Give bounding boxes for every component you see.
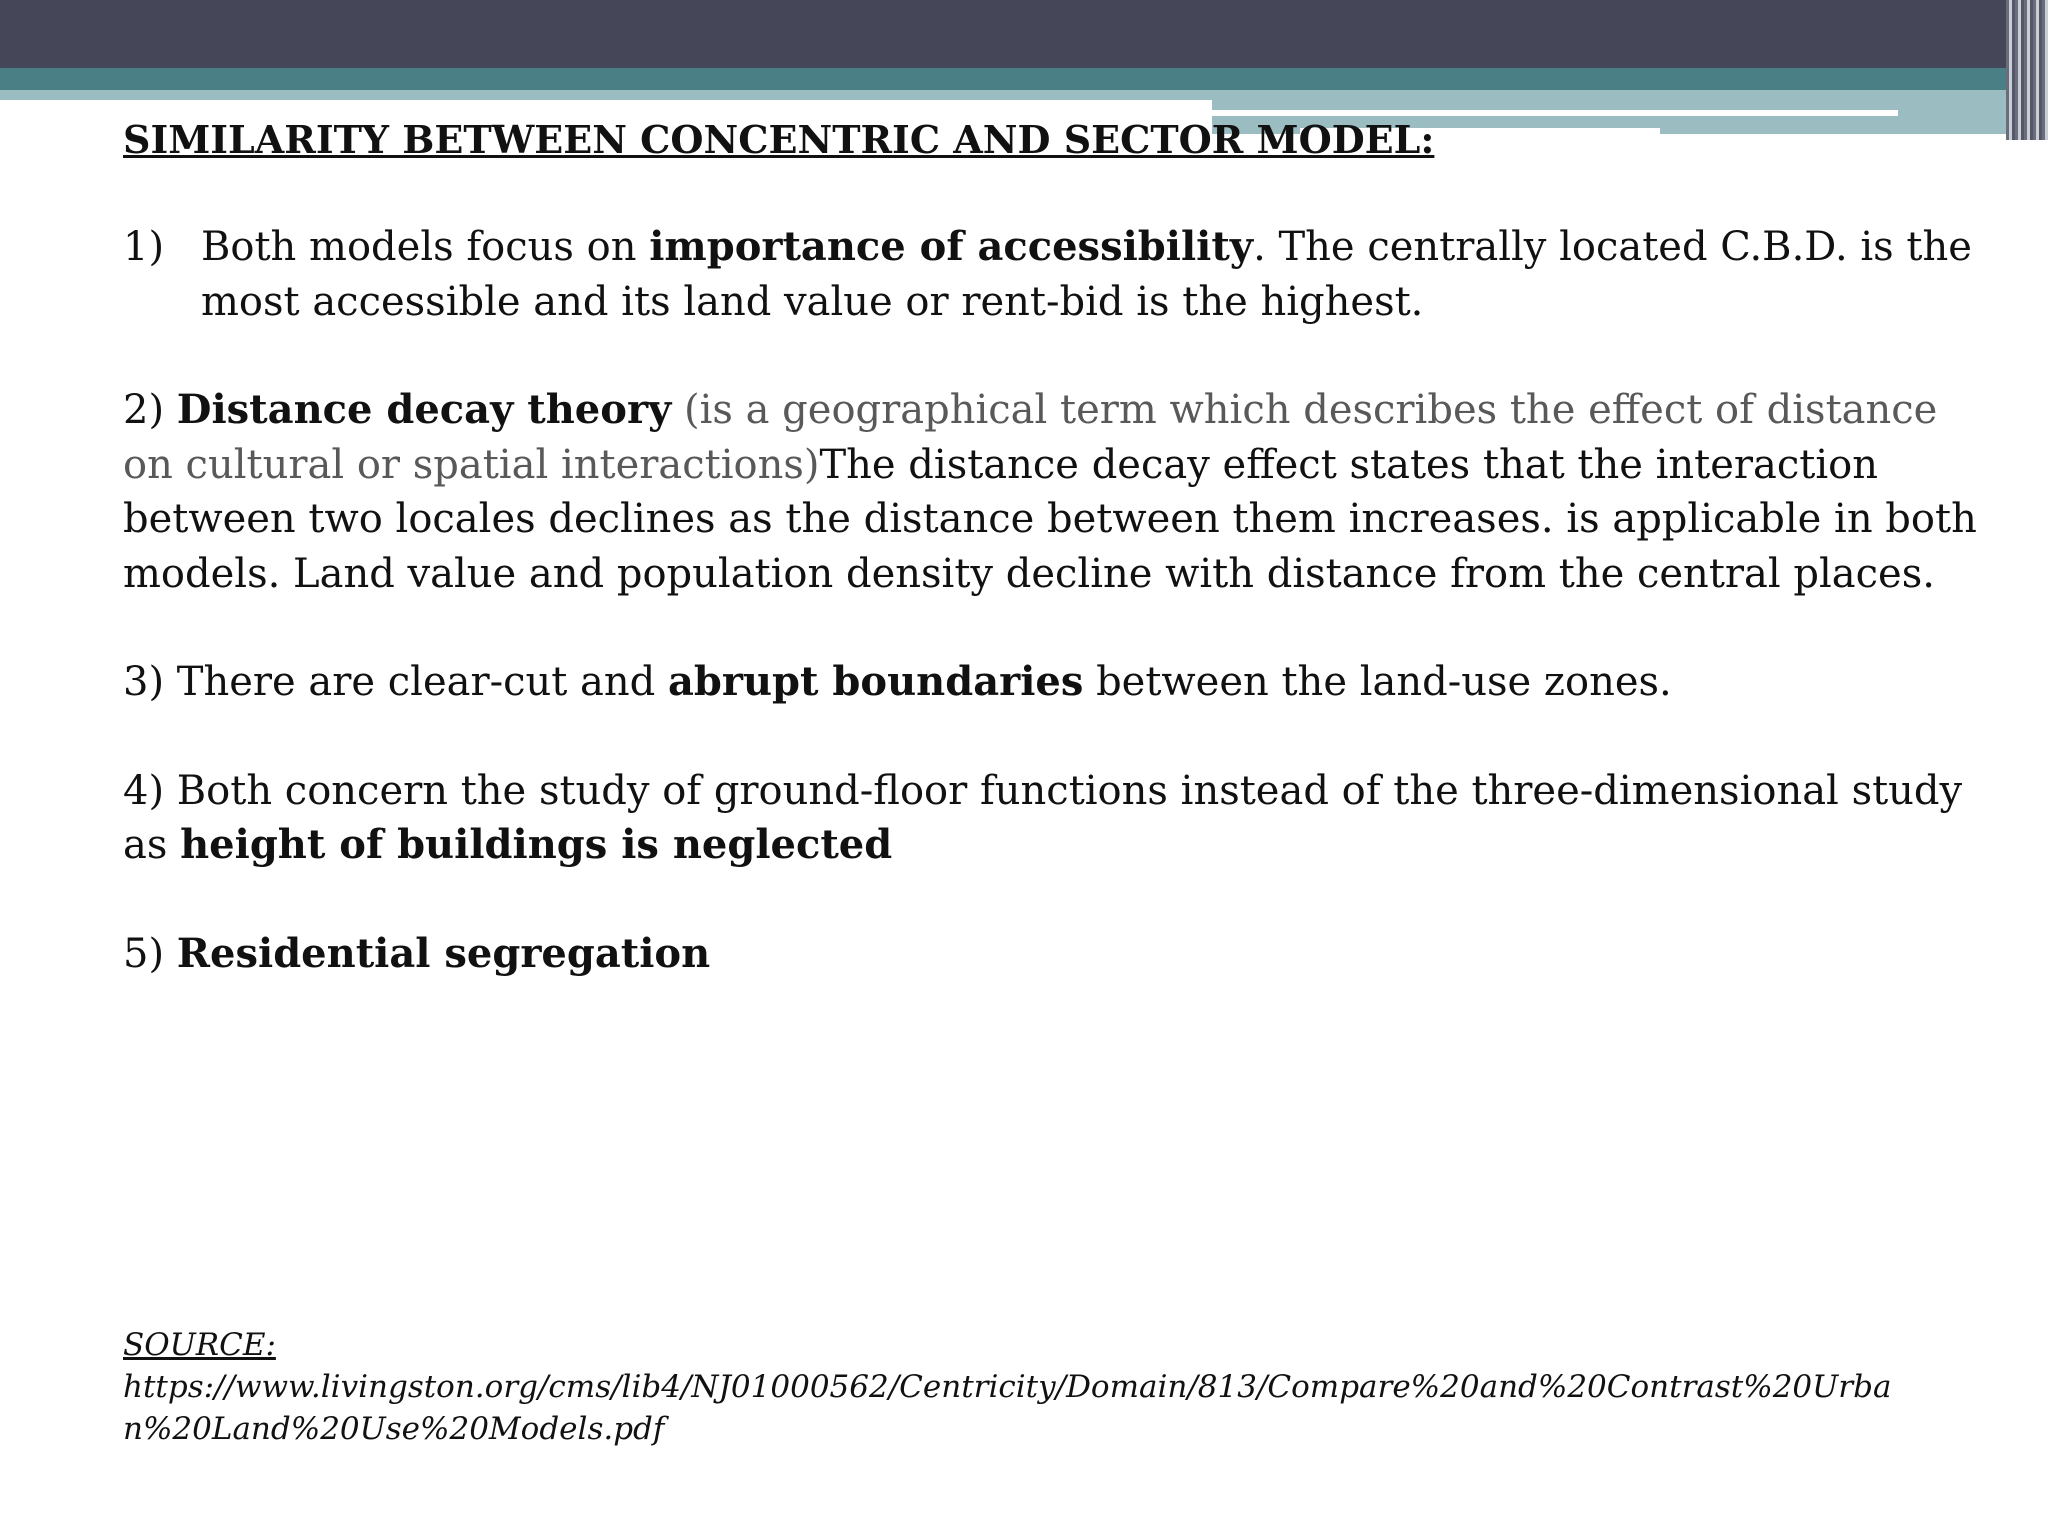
point-2-post: The distance decay effect states that the interaction between two locales declines as the distance between them increases. is applicable in both models. Land value and population density decline with distance from the central places. — [123, 441, 1977, 597]
point-5-bold: Residential segregation — [176, 929, 711, 977]
source-citation — [123, 1324, 1983, 1450]
source-url[interactable]: https://www.livingston.org/cms/lib4/NJ01000562/Centricity/Domain/813/Compare%20and%20Contrast%20Urban%20Land%20Use%20Models.pdf — [123, 1369, 1892, 1447]
slide-title: SIMILARITY BETWEEN CONCENTRIC AND SECTOR MODEL: — [123, 117, 1435, 162]
header-stripes — [2006, 0, 2048, 140]
point-3-bold: abrupt boundaries — [668, 658, 1084, 705]
point-5-number: 5) — [123, 930, 165, 977]
point-3-number: 3) — [123, 659, 165, 705]
source-label: SOURCE: — [123, 1327, 276, 1363]
point-1-post: . The centrally located C.B.D. is the most accessible and its land value or rent-bid is the highest. — [201, 224, 1972, 325]
header-band-light-left — [0, 90, 1212, 100]
point-1-number: 1) — [123, 224, 165, 270]
point-4-pre: Both concern the study of ground-floor functions instead of the three-dimensional study as — [123, 767, 1963, 868]
point-2-number: 2) — [123, 387, 165, 433]
header-band-dark — [0, 0, 2048, 68]
point-5 — [123, 927, 1983, 982]
point-1-bold: importance of accessibility — [649, 223, 1254, 270]
point-3-post: between the land-use zones. — [1083, 659, 1672, 705]
point-3-pre: There are clear-cut and — [164, 659, 668, 705]
point-3 — [123, 655, 1983, 710]
point-2 — [123, 383, 1983, 601]
point-1-text — [201, 220, 1983, 329]
header-band-teal — [0, 68, 2048, 90]
point-1 — [123, 220, 1983, 329]
point-2-muted: (is a geographical term which describes the effect of distance on cultural or spatial interactions) — [123, 387, 1938, 488]
point-4-bold: height of buildings is neglected — [180, 821, 893, 868]
point-4 — [123, 764, 1983, 873]
slide-content — [123, 112, 1983, 981]
point-2-bold: Distance decay theory — [176, 386, 672, 433]
point-4-number: 4) — [123, 767, 165, 814]
point-1-pre: Both models focus on — [201, 224, 650, 270]
